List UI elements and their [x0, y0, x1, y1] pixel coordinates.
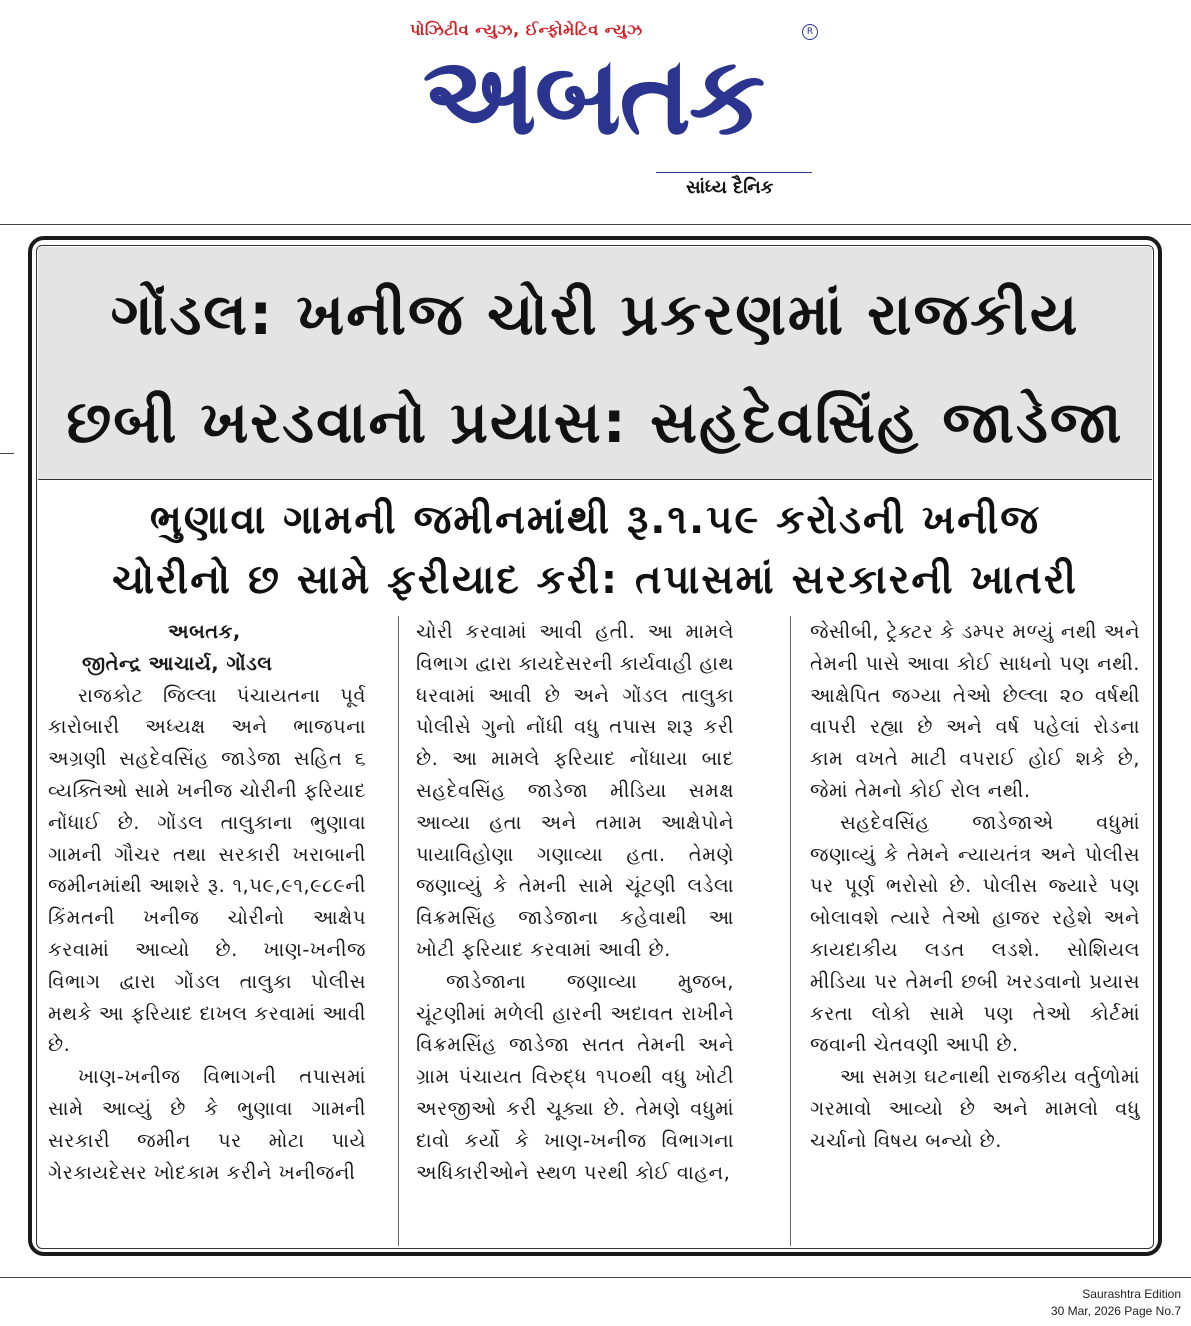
article-paragraph: ચોરી કરવામાં આવી હતી. આ મામલે વિભાગ દ્વારા કાયદેસરની કાર્યવાહી હાથ ધરવામાં આવી છે અને ગોંડલ તાલુકા પોલીસે ગુનો નોંધી વધુ તપાસ શરૂ કરી છે. આ મામલે ફરિયાદ નોંધાયા બાદ સહદેવસિંહ જાડેજા મીડિયા સમક્ષ આવ્યા હતા અને તમામ આક્ષેપોને પાયાવિહોણા ગણાવ્યા હતા. તેમણે જણાવ્યું કે તેમની સામે ચૂંટણી લડેલા વિક્રમસિંહ જાડેજાના કહેવાથી આ ખોટી ફરિયાદ કરવામાં આવી છે. [416, 620, 734, 961]
article-column-2 [416, 616, 734, 1188]
masthead [0, 0, 1191, 226]
headline-line-1: ગોંડલ: ખનીજ ચોરી પ્રકરણમાં રાજકીય [110, 280, 1080, 348]
top-divider [0, 224, 1191, 225]
article-column-1 [48, 616, 366, 1188]
byline-author: જીતેન્દ્ર આચાર્ય, ગોંડલ [82, 651, 273, 675]
article-paragraph: ખાણ-ખનીજ વિભાગની તપાસમાં સામે આવ્યું છે કે ભુણાવા ગામની સરકારી જમીન પર મોટા પાયે ગેરકાયદેસર ખોદકામ કરીને ખનીજની [48, 1065, 366, 1184]
article-paragraph: જાડેજાના જણાવ્યા મુજબ, ચૂંટણીમાં મળેલી હારની અદાવત રાખીને વિક્રમસિંહ જાડેજા સતત તેમની અને ગ્રામ પંચાયત વિરુદ્ધ ૧૫૦થી વધુ ખોટી અરજીઓ કરી ચૂક્યા છે. તેમણે વધુમાં દાવો કર્યો કે ખાણ-ખનીજ વિભાગના અધિકારીઓને સ્થળ પરથી કોઈ વાહન, [416, 969, 734, 1184]
article-paragraph: જેસીબી, ટ્રેક્ટર કે ડમ્પર મળ્યું નથી અને તેમની પાસે આવા કોઈ સાધનો પણ નથી. આક્ષેપિત જગ્યા તેઓ છેલ્લા ૨૦ વર્ષથી વાપરી રહ્યા છે અને વર્ષ પહેલાં રોડના કામ વખતે માટી વપરાઈ હોઈ શકે છે, જેમાં તેમનો કોઈ રોલ નથી. [810, 620, 1140, 802]
subheadline-line-1: ભુણાવા ગામની જમીનમાંથી રૂ.૧.૫૯ કરોડની ખનીજ [149, 497, 1041, 543]
edition-type-label: સાંધ્ય દૈનિક [686, 177, 774, 198]
subheadline-line-2: ચોરીનો છ સામે ફરીયાદ કરી: તપાસમાં સરકારની ખાતરી [112, 557, 1078, 603]
page-footer [1051, 1286, 1181, 1320]
masthead-tagline: પોઝિટીવ ન્યુઝ, ઈન્ફોમેટિવ ન્યુઝ [410, 20, 643, 39]
article-paragraph: આ સમગ્ર ઘટનાથી રાજકીય વર્તુળોમાં ગરમાવો આવ્યો છે અને મામલો વધુ ચર્ચાનો વિષય બન્યો છે. [810, 1065, 1140, 1152]
column-divider [398, 616, 399, 1246]
headline-line-2: છબી ખરડવાનો પ્રયાસ: સહદેવસિંહ જાડેજા [66, 388, 1124, 456]
margin-mark [0, 453, 14, 454]
logo-underline [656, 172, 812, 173]
newspaper-logo: અબતક [422, 34, 764, 159]
column-divider [790, 616, 791, 1246]
article-subheadline [38, 490, 1152, 610]
article-headline [38, 260, 1152, 476]
byline-source: અબતક, [168, 620, 241, 643]
registered-mark-icon: R [802, 24, 818, 40]
footer-date-page: 30 Mar, 2026 Page No.7 [1050, 1304, 1181, 1318]
article-column-3 [810, 616, 1140, 1157]
bottom-divider [0, 1277, 1191, 1278]
footer-edition: Saurashtra Edition [1082, 1287, 1181, 1301]
article-paragraph: રાજકોટ જિલ્લા પંચાયતના પૂર્વ કારોબારી અધ્યક્ષ અને ભાજપના અગ્રણી સહદેવસિંહ જાડેજા સહિત ૬ વ્યક્તિઓ સામે ખનીજ ચોરીની ફરિયાદ નોંધાઈ છે. ગોંડલ તાલુકાના ભુણાવા ગામની ગૌચર તથા સરકારી ખરાબાની જમીનમાંથી આશરે રૂ. ૧,૫૯,૯૧,૯૮૯ની કિંમતની ખનીજ ચોરીનો આક્ષેપ કરવામાં આવ્યો છે. ખાણ-ખનીજ વિભાગ દ્વારા ગોંડલ તાલુકા પોલીસ મથકે આ ફરિયાદ દાખલ કરવામાં આવી છે. [48, 683, 366, 1057]
article-paragraph: સહદેવસિંહ જાડેજાએ વધુમાં જણાવ્યું કે તેમને ન્યાયતંત્ર અને પોલીસ પર પૂર્ણ ભરોસો છે. પોલીસ જ્યારે પણ બોલાવશે ત્યારે તેઓ હાજર રહેશે અને કાયદાકીય લડત લડશે. સોશિયલ મીડિયા પર તેમની છબી ખરડવાનો પ્રયાસ કરતા લોકો સામે પણ તેઓ કોર્ટમાં જવાની ચેતવણી આપી છે. [810, 810, 1140, 1057]
